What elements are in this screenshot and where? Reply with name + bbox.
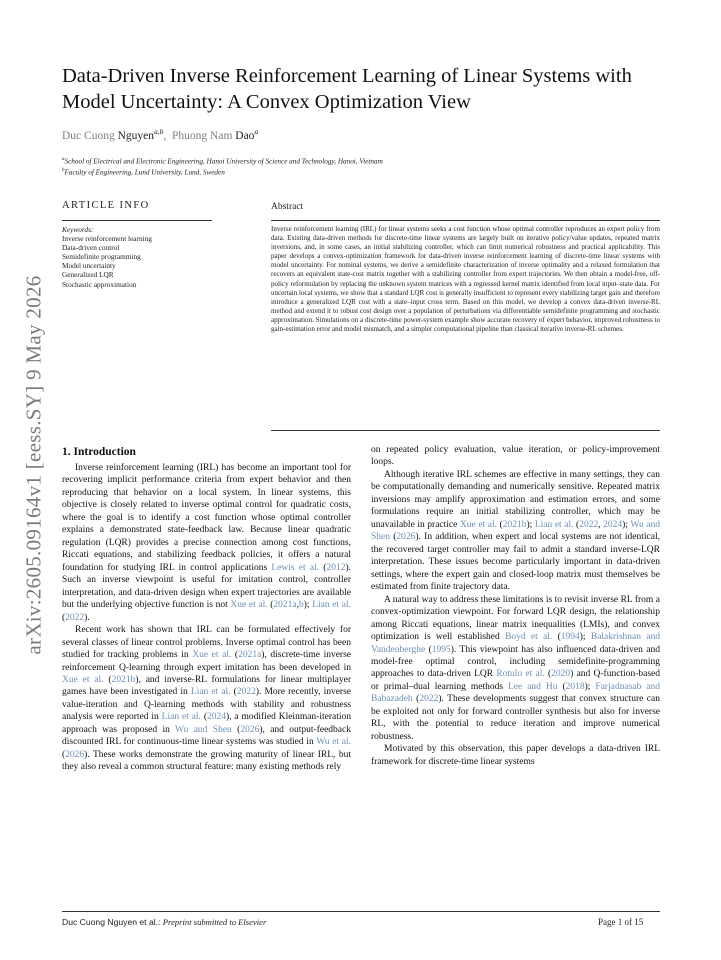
citation-link[interactable]: 2022: [579, 519, 599, 530]
abstract-text: Inverse reinforcement learning (IRL) for linear systems seeks a cost function whose optimal controller reproduces an expert policy from data. Existing data-driven methods for discrete-time linear systems are largely built on iterative policy/value updates, repeated matrix inversions, and, in some cases, an initial stabilizing controller, which can limit numerical robustness and practical applicability. This paper develops a convex-optimization framework for data-driven inverse reinforcement learning of discrete-time linear systems with model uncertainty. For nominal systems, we derive a semidefinite characterization of inverse optimality and a relaxed formulation that recovers an equivalent state-cost matrix together with a stabilizing controller from expert trajectories. We then obtain a model-free, off-policy reformulation by replacing the unknown system matrices with a regressed kernel matrix identified from local input–state data. For uncertain local systems, we show that a standard LQR cost is generally insufficient to represent every stabilizing target gain and therefore introduce a generalized LQR cost with a state–input cross term. Based on this model, we develop a convex data-driven inverse-RL method and extend it to robust cost design over a population of perturbations via differentiable semidefinite programming and stochastic approximation. Simulations on a discrete-time power-system example show accurate recovery of expert behavior, improved robustness to gain-estimation error and model mismatch, and a simpler computational pipeline than classical iterative inverse-RL schemes.: [271, 225, 660, 334]
body-text: (: [552, 632, 561, 643]
citation-link[interactable]: Xue et al.: [192, 650, 232, 661]
citation-link[interactable]: Xue et al.: [459, 519, 497, 530]
abstract-rule-bottom: [271, 430, 660, 431]
body-text: );: [579, 632, 591, 643]
body-text: ). These developments suggest that convex structure can be exploited not only for forward controller synthesis but also for inverse RL, with the potential to reduce iteration and improve numerical robustness.: [371, 694, 660, 742]
affiliation-a: $^a$School of Electrical and Electronic Engineering, Hanoi University of Science and Technology, Hanoi, Vietnam: [62, 157, 383, 166]
keyword-item: Stochastic approximation: [62, 279, 137, 289]
citation-link[interactable]: Boyd et al.: [505, 632, 553, 643]
citation-link[interactable]: 2026: [65, 749, 85, 760]
citation-link[interactable]: Rotulo et al.: [496, 669, 545, 680]
body-text: (: [544, 669, 552, 680]
body-text: ) and Q-function-based or primal–dual learning methods: [371, 669, 661, 692]
paper-title: [62, 63, 662, 115]
body-paragraph: [371, 594, 660, 744]
abstract-heading: Abstract: [271, 202, 304, 212]
body-text: (: [496, 519, 503, 530]
citation-link[interactable]: Farjadnasab and Babazadeh: [371, 681, 661, 705]
citation-link[interactable]: Lee and Hu: [508, 681, 558, 692]
body-text: (: [319, 562, 327, 573]
body-text: (: [230, 687, 237, 698]
body-text: );: [584, 681, 596, 692]
body-text: Although iterative IRL schemes are effective in many settings, they can be computationally demanding and numerically sensitive. Repeated matrix inversions may amplify approximation and estimation errors, and some formulations require an initial stabilizing controller, which may be unavailable in practice: [371, 469, 660, 530]
abstract-rule-top: [271, 220, 660, 221]
body-text: ). This viewpoint has also influenced data-driven and model-free optimal control, including semidefinite-programming approaches to data-driven LQR: [371, 644, 660, 680]
citation-link[interactable]: 2024: [603, 519, 623, 530]
citation-link[interactable]: 2020: [551, 669, 571, 680]
body-text: A natural way to address these limitations is to revisit inverse RL from a convex-optimization viewpoint. For forward LQR design, the relationship among Riccati equations, linear matrix inequalities (LMIs), and convex optimization is well established: [371, 594, 660, 643]
citation-link[interactable]: Wu and Shen: [371, 519, 660, 543]
citation-link[interactable]: Lian et al.: [190, 687, 231, 698]
citation-link[interactable]: Xue et al.: [62, 674, 104, 685]
body-text: (: [103, 674, 112, 685]
citation-link[interactable]: Lian et al.: [161, 712, 201, 723]
citation-link[interactable]: Lian et al.: [312, 600, 351, 611]
body-text: (: [425, 644, 432, 655]
page-number: Page 1 of 15: [598, 917, 644, 927]
body-text: (: [62, 612, 66, 623]
keywords-block: [62, 225, 222, 289]
body-text: (: [231, 650, 239, 661]
citation-link[interactable]: 2021a: [273, 600, 297, 611]
keyword-item: Model uncertainty: [62, 261, 116, 271]
body-text: (: [573, 519, 580, 530]
citation-link[interactable]: 2022: [419, 694, 439, 705]
body-text: (: [267, 600, 274, 611]
citation-link[interactable]: 2022: [65, 612, 85, 623]
author-1: Duc Cuong Nguyen$^{a,b}$: [62, 127, 164, 142]
body-paragraph: [371, 469, 660, 594]
citation-link[interactable]: 2026: [240, 724, 260, 735]
citation-link[interactable]: 2021b: [502, 519, 527, 530]
body-text: Recent work has shown that IRL can be formulated effectively for several classes of linear control problems. Inverse optimal control has been studied for tracking problems in: [62, 625, 351, 661]
body-column-left: [62, 462, 351, 774]
body-text: on repeated policy evaluation, value iteration, or policy-improvement loops.: [371, 445, 660, 468]
keyword-item: Semidefinite programming: [62, 252, 141, 262]
author-list: Duc Cuong Nguyen$^{a,b}$, Phuong Nam Dao$^a$: [62, 127, 259, 142]
body-paragraph: [62, 624, 351, 774]
arxiv-identifier: arXiv:2605.09164v1 [eess.SY] 9 May 2026: [21, 275, 46, 655]
affiliation-b: $^b$Faculty of Engineering, Lund University, Lund, Sweden: [62, 168, 225, 177]
body-text: ). In addition, when expert and local systems are not identical, the recovered target controller may fail to admit a standard inverse-LQR interpretation. These issues become particularly important in data-driven settings, where the expert gain and closed-loop matrix must themselves be estimated from finite trajectory data.: [371, 532, 660, 593]
title-line-2: Model Uncertainty: A Convex Optimization View: [62, 91, 471, 113]
body-paragraph: [371, 444, 660, 469]
footer-rule: [62, 911, 660, 912]
body-text: ). These works demonstrate the growing maturity of linear IRL, but they also reveal a common structural feature: many existing methods rely: [62, 749, 351, 773]
citation-link[interactable]: Xue et al.: [230, 600, 268, 611]
citation-link[interactable]: 1995: [431, 644, 451, 655]
body-paragraph: [371, 743, 660, 768]
citation-link[interactable]: Lian et al.: [534, 519, 574, 530]
article-info-rule: [62, 220, 212, 221]
body-text: (: [62, 749, 66, 760]
body-text: (: [200, 712, 207, 723]
body-text: (: [231, 724, 241, 735]
arxiv-sidebar-stamp: [14, 255, 54, 675]
body-text: );: [622, 519, 631, 530]
citation-link[interactable]: b: [299, 600, 304, 611]
body-text: Motivated by this observation, this paper develops a data-driven IRL framework for discrete-time linear systems: [371, 744, 660, 767]
citation-link[interactable]: 2021a: [238, 650, 262, 661]
body-text: ,: [296, 600, 299, 611]
citation-link[interactable]: 2021b: [111, 674, 136, 685]
body-text: ,: [598, 519, 604, 530]
citation-link[interactable]: Wu and Shen: [175, 724, 232, 735]
body-text: ), and inverse-RL formulations for linear multiplayer games have been investigated in: [62, 674, 351, 698]
citation-link[interactable]: 2026: [396, 532, 416, 543]
keywords-label: Keywords:: [62, 225, 94, 234]
citation-link[interactable]: Lewis et al.: [271, 562, 320, 573]
body-text: (: [557, 681, 566, 692]
body-text: (: [390, 532, 397, 543]
citation-link[interactable]: 2024: [207, 712, 226, 723]
footer-running-head: Duc Cuong Nguyen et al.: Preprint submitted to Elsevier: [62, 917, 267, 927]
keyword-item: Data-driven control: [62, 243, 120, 253]
body-paragraph: [62, 462, 351, 624]
citation-link[interactable]: Balakrishnan and Vandenberghe: [371, 632, 660, 655]
citation-link[interactable]: 1994: [560, 632, 580, 643]
keyword-item: Inverse reinforcement learning: [62, 234, 152, 244]
keyword-list: [62, 234, 222, 289]
citation-link[interactable]: 2022: [236, 687, 256, 698]
citation-link[interactable]: 2012: [326, 562, 346, 573]
body-text: Inverse reinforcement learning (IRL) has become an important tool for recovering implicit performance criteria from expert behavior and then reproducing that behavior on a local system. In linear systems, this objective is closely related to inverse optimal control for quadratic costs, where the goal is to identify a cost function whose optimal controller explains a demonstrated state-feedback law. Because linear quadratic regulation (LQR) provides a precise connection among cost functions, Riccati equations, and stabilizing feedback policies, it offers a natural foundation for studying IRL in control applications: [62, 463, 351, 573]
keyword-item: Generalized LQR: [62, 270, 114, 280]
body-text: ). Such an inverse viewpoint is useful for imitation control, controller interpretation, and data-driven design when expert trajectories are available but the underlying objective function is not: [62, 562, 351, 611]
body-column-right: [371, 444, 660, 768]
body-text: ), and output-feedback discounted IRL for continuous-time linear systems was studied in: [62, 724, 351, 748]
body-text: ).: [84, 612, 90, 623]
body-text: ), discrete-time inverse reinforcement Q-learning through expert imitation has been developed in: [62, 650, 352, 673]
article-info-heading: ARTICLE INFO: [62, 200, 150, 211]
body-text: );: [526, 519, 535, 530]
title-line-1: Data-Driven Inverse Reinforcement Learning of Linear Systems with: [62, 65, 632, 87]
body-text: ), a modified Kleinman-iteration approach was proposed in: [62, 712, 351, 735]
citation-link[interactable]: 2018: [565, 681, 585, 692]
author-2: Phuong Nam Dao$^a$: [172, 127, 259, 142]
citation-link[interactable]: Wu et al.: [316, 737, 351, 748]
body-text: (: [412, 694, 420, 705]
section-heading-introduction: 1. Introduction: [62, 446, 136, 458]
body-text: );: [303, 600, 313, 611]
body-text: ). More recently, inverse value-iteration and Q-learning methods with stability and robustness analysis were reported in: [62, 687, 352, 723]
